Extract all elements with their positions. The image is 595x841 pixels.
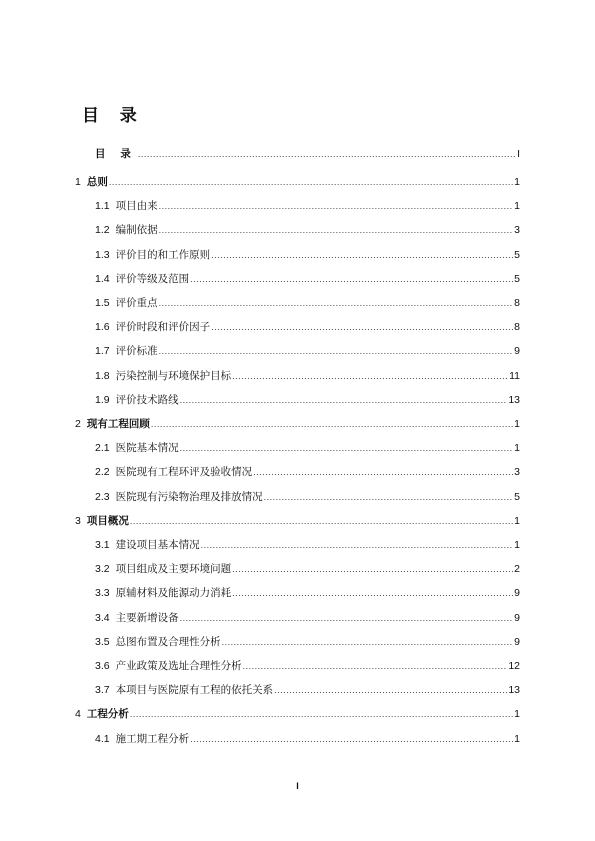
toc-entry-title: 原辅材料及能源动力消耗	[115, 587, 232, 600]
toc-section-4-1[interactable]	[95, 732, 520, 746]
toc-page-number: 3	[514, 224, 520, 237]
dot-leader	[159, 296, 514, 310]
toc-entry-number: 1.1	[95, 200, 110, 213]
toc-entry-number: 3	[75, 514, 81, 527]
toc-page-number: 1	[514, 539, 520, 551]
toc-section-3-1[interactable]	[95, 538, 520, 552]
toc-entry-number: 3.4	[95, 611, 110, 624]
toc-section-2-1[interactable]	[95, 441, 520, 455]
toc-page-number: 9	[514, 587, 520, 600]
toc-section-3-2[interactable]	[95, 562, 520, 576]
toc-section-3-5[interactable]	[95, 635, 520, 649]
toc-page-number: 5	[514, 490, 520, 503]
toc-section-1-7[interactable]	[95, 344, 520, 358]
toc-page-number: 1	[514, 514, 520, 527]
toc-page-number: 13	[508, 684, 520, 697]
toc-entry-number: 2.2	[95, 466, 110, 479]
dot-leader	[243, 659, 508, 673]
toc-entry-number: 1.3	[95, 248, 110, 261]
dot-leader	[130, 707, 513, 721]
toc-chapter-3[interactable]	[75, 514, 520, 528]
toc-entry-number: 4	[75, 708, 81, 721]
toc-entry-title: 评价标准	[115, 345, 158, 358]
toc-entry-title: 评价技术路线	[115, 393, 179, 406]
toc-page-number: I	[517, 148, 520, 160]
toc-page-number: 2	[514, 563, 520, 576]
dot-leader	[180, 611, 514, 625]
toc-entry-title: 总图布置及合理性分析	[115, 635, 221, 648]
toc-section-1-1[interactable]	[95, 199, 520, 213]
toc-page-number: 8	[514, 321, 520, 334]
dot-leader	[180, 441, 514, 455]
toc-page-number: 12	[508, 660, 520, 672]
toc-page-number: 1	[514, 176, 520, 188]
toc-entry-number: 1.4	[95, 272, 110, 285]
dot-leader	[201, 538, 514, 552]
toc-page-number: 1	[514, 418, 520, 430]
toc-entry-number: 1.6	[95, 321, 110, 334]
toc-entry-title: 评价目的和工作原则	[115, 248, 211, 261]
toc-entry-title: 评价时段和评价因子	[115, 321, 211, 334]
toc-entry-number: 3.2	[95, 563, 110, 576]
toc-entry-number: 3.5	[95, 635, 110, 648]
toc-section-3-7[interactable]	[95, 683, 520, 697]
toc-entry-title: 评价重点	[115, 297, 158, 309]
dot-leader	[159, 223, 514, 237]
toc-chapter-2[interactable]	[75, 417, 520, 431]
toc-entry-number: 1.2	[95, 224, 110, 237]
dot-leader	[151, 417, 513, 431]
toc-entry-title: 医院现有污染物治理及排放情况	[115, 490, 263, 503]
toc-entry-title: 医院基本情况	[115, 442, 179, 455]
page-title: 目 录	[82, 106, 145, 125]
dot-leader	[253, 465, 513, 479]
dot-leader	[211, 320, 513, 334]
toc-entry-number: 1.7	[95, 345, 110, 358]
toc-page-number: 8	[514, 297, 520, 309]
toc-page-number: 9	[514, 345, 520, 358]
toc-page-number: 1	[514, 732, 520, 745]
dot-leader	[159, 199, 514, 213]
dot-leader	[211, 248, 513, 262]
toc-entry-number: 1.8	[95, 369, 110, 382]
toc-entry-title: 现有工程回顾	[86, 418, 150, 430]
toc-page-number: 9	[514, 635, 520, 648]
toc-page-number: 13	[508, 393, 520, 406]
toc-section-1-4[interactable]	[95, 272, 520, 286]
toc-entry-title: 目 录	[95, 148, 137, 160]
toc-entry-number: 2.3	[95, 490, 110, 503]
dot-leader	[190, 732, 513, 746]
toc-section-2-2[interactable]	[95, 465, 520, 479]
toc-entry-title: 污染控制与环境保护目标	[115, 369, 232, 382]
dot-leader	[232, 586, 513, 600]
dot-leader	[180, 393, 508, 407]
toc-section-3-3[interactable]	[95, 586, 520, 600]
toc-entry-title: 本项目与医院原有工程的依托关系	[115, 684, 274, 697]
dot-leader	[274, 683, 507, 697]
toc-page-number: 11	[509, 369, 520, 382]
toc-entry-title: 工程分析	[86, 708, 129, 721]
toc-entry-title: 总则	[86, 176, 108, 188]
toc-entry-title: 项目组成及主要环境问题	[115, 563, 232, 576]
toc-section-3-6[interactable]	[95, 659, 520, 673]
toc-section-1-2[interactable]	[95, 223, 520, 237]
toc-page-number: 1	[514, 442, 520, 455]
toc-entry-number: 3.3	[95, 587, 110, 600]
toc-section-2-3[interactable]	[95, 490, 520, 504]
toc-entry-title: 项目概况	[86, 514, 129, 527]
dot-leader	[232, 369, 508, 383]
toc-section-1-6[interactable]	[95, 320, 520, 334]
toc-page-number: 5	[514, 272, 520, 285]
toc-entry-number: 2.1	[95, 442, 110, 455]
dot-leader	[138, 147, 516, 161]
toc-entry-number: 3.1	[95, 539, 110, 551]
toc-entry-number: 4.1	[95, 732, 110, 745]
toc-entry-number: 1.5	[95, 297, 110, 309]
toc-entry-title: 编制依据	[115, 224, 158, 237]
dot-leader	[232, 562, 513, 576]
toc-entry-number: 1	[75, 176, 81, 188]
toc-chapter-4[interactable]	[75, 707, 520, 721]
dot-leader	[130, 514, 513, 528]
toc-section-1-5[interactable]	[95, 296, 520, 310]
toc-page-number: 5	[514, 248, 520, 261]
dot-leader	[222, 635, 514, 649]
toc-page-number: 9	[514, 611, 520, 624]
toc-page-number: 1	[514, 708, 520, 721]
toc-entry-number: 3.6	[95, 660, 110, 672]
toc-entry-number: 3.7	[95, 684, 110, 697]
toc-entry-title: 建设项目基本情况	[115, 539, 200, 551]
page-number-footer: I	[296, 781, 299, 791]
toc-section-3-4[interactable]	[95, 611, 520, 625]
toc-section-1-9[interactable]	[95, 393, 520, 407]
toc-entry-title: 项目由来	[115, 200, 158, 213]
toc-entry-title: 施工期工程分析	[115, 732, 190, 745]
toc-entry-contents[interactable]	[95, 147, 520, 161]
toc-entry-number: 1.9	[95, 393, 110, 406]
toc-entry-number: 2	[75, 418, 81, 430]
toc-entry-title: 评价等级及范围	[115, 272, 190, 285]
toc-entry-title: 产业政策及选址合理性分析	[115, 660, 242, 672]
toc-entry-title: 主要新增设备	[115, 611, 179, 624]
toc-entry-title: 医院现有工程环评及验收情况	[115, 466, 253, 479]
dot-leader	[264, 490, 514, 504]
toc-chapter-1[interactable]	[75, 175, 520, 189]
toc-page-number: 1	[514, 200, 520, 213]
dot-leader	[190, 272, 513, 286]
toc-section-1-3[interactable]	[95, 248, 520, 262]
dot-leader	[159, 344, 514, 358]
toc-section-1-8[interactable]	[95, 369, 520, 383]
dot-leader	[109, 175, 513, 189]
toc-page-number: 3	[514, 466, 520, 479]
